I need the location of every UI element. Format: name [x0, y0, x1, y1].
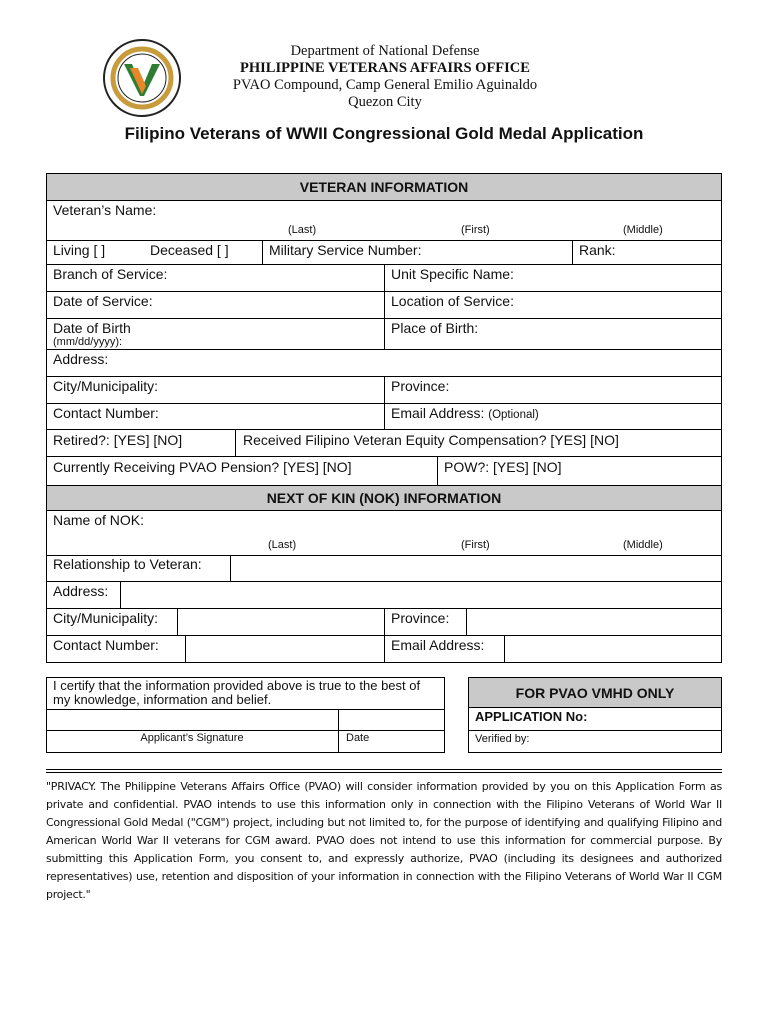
equity-compensation-option[interactable]: Received Filipino Veteran Equity Compensation? [YES] [NO] — [243, 432, 619, 448]
nok-address-label: Address: — [53, 583, 109, 599]
date-of-birth-format: (mm/dd/yyyy): — [53, 336, 123, 348]
place-of-birth-label: Place of Birth: — [391, 320, 479, 336]
branch-of-service-label: Branch of Service: — [53, 266, 168, 282]
department-name: Department of National Defense — [290, 43, 480, 59]
office-city: Quezon City — [348, 94, 422, 110]
privacy-notice: "PRIVACY. The Philippine Veterans Affairs Office (PVAO) will consider information provided by you on this Application Form as private and confidential. PVAO intends to use this information only in connection with the Filipino Veterans of World War II Congressional Gold Medal ("CGM") project, including but not limited to, for the purpose of identifying and qualifying Filipino and American World War II veterans for CGM award. PVAO does not intend to use this information for commercial purpose. By submitting this Application Form, you consent to, and expressly authorize, PVAO (including its designees and authorized representatives) use, retention and disposition of your information in connection with the Filipino Veterans of World War II CGM project." — [46, 780, 722, 901]
military-service-number-label: Military Service Number: — [269, 242, 422, 258]
unit-specific-name-label: Unit Specific Name: — [391, 266, 514, 282]
date-of-service-label: Date of Service: — [53, 293, 153, 309]
office-name: PHILIPPINE VETERANS AFFAIRS OFFICE — [240, 60, 530, 76]
veteran-last-name-hint: (Last) — [288, 224, 317, 236]
nok-section-header: NEXT OF KIN (NOK) INFORMATION — [46, 485, 722, 511]
nok-first-name-hint: (First) — [461, 539, 490, 551]
pvao-pension-option[interactable]: Currently Receiving PVAO Pension? [YES] [NO] — [53, 459, 352, 475]
living-checkbox[interactable]: Living [ ] — [53, 242, 106, 258]
email-optional-note: (Optional) — [488, 409, 539, 421]
nok-province-label: Province: — [391, 610, 450, 626]
applicant-signature-label: Applicant’s Signature — [140, 732, 244, 744]
veteran-email-label: Email Address: (Optional) — [391, 405, 539, 421]
veteran-name-label: Veteran’s Name: — [53, 202, 157, 218]
office-address: PVAO Compound, Camp General Emilio Aguinaldo — [232, 77, 538, 93]
nok-city-label: City/Municipality: — [53, 610, 159, 626]
retired-option[interactable]: Retired?: [YES] [NO] — [53, 432, 183, 448]
date-label: Date — [346, 732, 370, 744]
deceased-checkbox[interactable]: Deceased [ ] — [150, 242, 229, 258]
veteran-province-label: Province: — [391, 378, 450, 394]
verified-by-label: Verified by: — [475, 733, 530, 745]
nok-contact-label: Contact Number: — [53, 637, 159, 653]
nok-middle-name-hint: (Middle) — [623, 539, 663, 551]
veteran-contact-label: Contact Number: — [53, 405, 159, 421]
pow-option[interactable]: POW?: [YES] [NO] — [444, 459, 562, 475]
veteran-city-label: City/Municipality: — [53, 378, 159, 394]
pvao-seal-icon — [102, 38, 182, 118]
veteran-middle-name-hint: (Middle) — [623, 224, 663, 236]
nok-name-label: Name of NOK: — [53, 512, 145, 528]
nok-email-label: Email Address: — [391, 637, 485, 653]
veteran-address-label: Address: — [53, 351, 109, 367]
relationship-label: Relationship to Veteran: — [53, 556, 202, 572]
veteran-section-header: VETERAN INFORMATION — [46, 173, 722, 201]
date-of-birth-label: Date of Birth — [53, 320, 131, 336]
application-number-label: APPLICATION No: — [475, 709, 588, 724]
rank-label: Rank: — [579, 242, 616, 258]
certification-text: I certify that the information provided above is true to the best of my knowledge, information and belief. — [53, 678, 421, 707]
location-of-service-label: Location of Service: — [391, 293, 514, 309]
nok-last-name-hint: (Last) — [268, 539, 297, 551]
form-title: Filipino Veterans of WWII Congressional Gold Medal Application — [124, 124, 644, 143]
office-use-header: FOR PVAO VMHD ONLY — [468, 677, 722, 708]
veteran-first-name-hint: (First) — [461, 224, 490, 236]
